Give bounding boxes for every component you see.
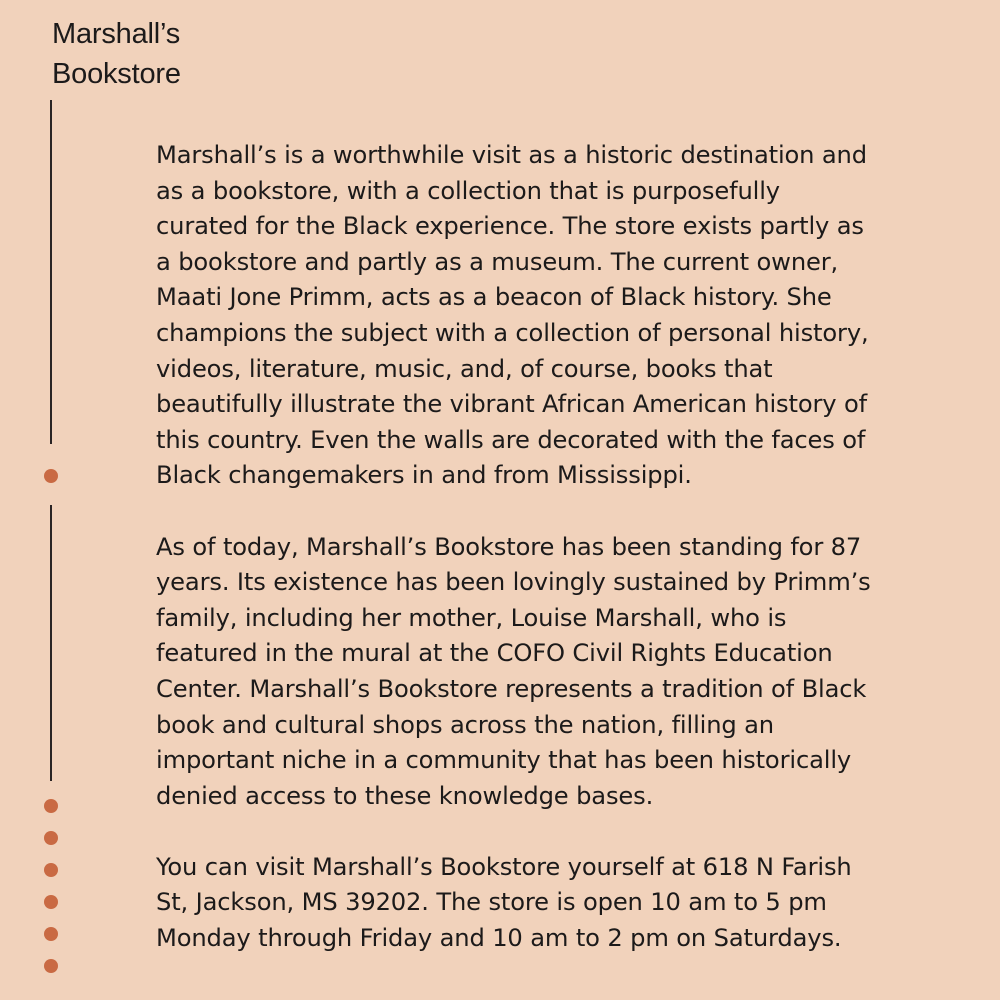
timeline-dot-5 (44, 895, 58, 909)
text-line: a bookstore and partly as a museum. The current owner, (156, 247, 839, 276)
text-line: this country. Even the walls are decorated with the faces of (156, 425, 866, 454)
text-line: denied access to these knowledge bases. (156, 781, 654, 810)
text-line: champions the subject with a collection of personal history, (156, 318, 869, 347)
article-body (156, 138, 946, 992)
timeline-line-top (50, 100, 52, 444)
text-line: Marshall’s is a worthwhile visit as a historic destination and (156, 141, 867, 169)
timeline-dot-4 (44, 863, 58, 877)
text-line: curated for the Black experience. The store exists partly as (156, 212, 864, 241)
text-line: Monday through Friday and 10 am to 2 pm on Saturdays. (156, 924, 842, 953)
text-line: Center. Marshall’s Bookstore represents a tradition of Black (156, 674, 867, 703)
paragraph-history (156, 138, 946, 494)
text-line: beautifully illustrate the vibrant African American history of (156, 390, 867, 419)
timeline-dot-3 (44, 831, 58, 845)
text-line: Black changemakers in and from Mississippi. (156, 461, 692, 490)
timeline-dot-6 (44, 927, 58, 941)
title-line-2: Bookstore (52, 58, 181, 90)
text-line: As of today, Marshall’s Bookstore has been standing for 87 (156, 532, 862, 561)
text-line: as a bookstore, with a collection that is purposefully (156, 176, 780, 205)
paragraph-legacy (156, 530, 946, 815)
title-line-1: Marshall’s (52, 18, 181, 50)
timeline-dot-7 (44, 959, 58, 973)
timeline-dot-1 (44, 469, 58, 483)
timeline-dot-2 (44, 799, 58, 813)
paragraph-visit-info (156, 850, 946, 957)
text-line: featured in the mural at the COFO Civil Rights Education (156, 639, 833, 668)
text-line: You can visit Marshall’s Bookstore yourself at 618 N Farish (156, 852, 852, 881)
page-title (52, 14, 181, 94)
timeline-line-middle (50, 505, 52, 781)
text-line: years. Its existence has been lovingly sustained by Primm’s (156, 568, 871, 597)
text-line: videos, literature, music, and, of course, books that (156, 354, 773, 383)
text-line: family, including her mother, Louise Marshall, who is (156, 603, 787, 632)
text-line: important niche in a community that has been historically (156, 746, 852, 775)
text-line: St, Jackson, MS 39202. The store is open 10 am to 5 pm (156, 888, 827, 917)
text-line: book and cultural shops across the nation, filling an (156, 710, 774, 739)
text-line: Maati Jone Primm, acts as a beacon of Black history. She (156, 283, 832, 312)
